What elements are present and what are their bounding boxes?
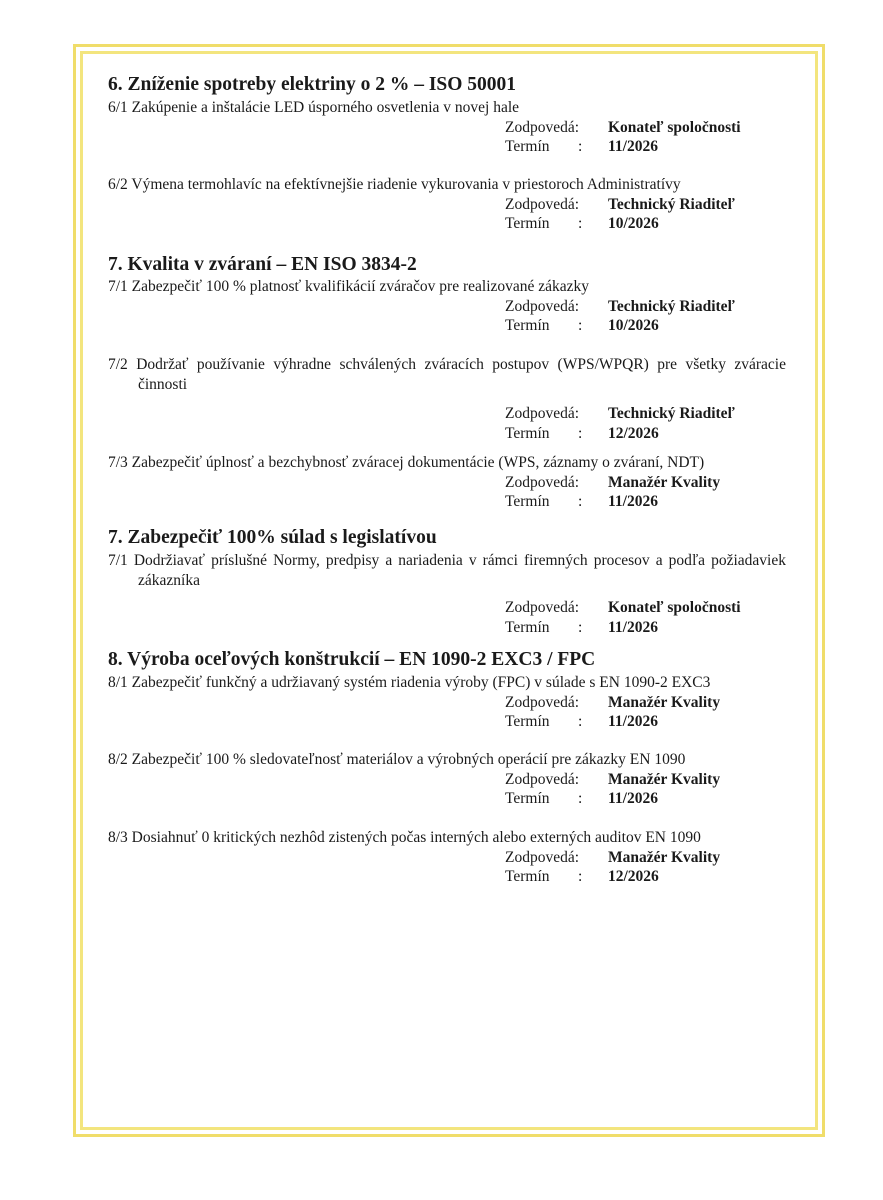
responsible-label: Zodpovedá: bbox=[505, 473, 580, 491]
term-value: 11/2026 bbox=[608, 790, 658, 807]
section-7-legislation bbox=[108, 526, 786, 636]
list-item bbox=[108, 175, 786, 234]
list-item bbox=[108, 277, 786, 336]
term-colon: : bbox=[578, 713, 583, 730]
term-value: 11/2026 bbox=[608, 618, 658, 636]
term-row bbox=[108, 214, 786, 234]
term-label: Termín bbox=[505, 713, 550, 730]
responsible-value: Technický Riaditeľ bbox=[608, 405, 735, 422]
responsible-label: Zodpovedá: bbox=[505, 848, 580, 866]
term-value: 11/2026 bbox=[608, 493, 658, 510]
term-value: 10/2026 bbox=[608, 317, 659, 334]
term-value: 12/2026 bbox=[608, 424, 659, 442]
term-label: Termín bbox=[505, 215, 550, 232]
term-colon: : bbox=[578, 317, 583, 334]
term-colon: : bbox=[578, 138, 583, 155]
responsible-value: Manažér Kvality bbox=[608, 473, 721, 491]
item-text: 8/2 Zabezpečiť 100 % sledovateľnosť materiálov a výrobných operácií pre zákazky EN 1090 bbox=[108, 751, 686, 768]
responsible-row bbox=[108, 297, 786, 317]
responsible-value: Manažér Kvality bbox=[608, 848, 721, 866]
term-colon: : bbox=[578, 215, 583, 232]
responsible-row bbox=[108, 195, 786, 215]
responsible-row bbox=[108, 473, 786, 493]
item-text: 6/1 Zakúpenie a inštalácie LED úsporného osvetlenia v novej hale bbox=[108, 99, 520, 116]
item-text: 7/1 Dodržiavať príslušné Normy, predpisy a nariadenia v rámci firemných procesov a podľa požiadaviek zákazníka bbox=[108, 552, 786, 589]
responsible-label: Zodpovedá: bbox=[505, 693, 580, 711]
list-item bbox=[108, 98, 786, 157]
responsible-row bbox=[108, 598, 786, 618]
term-label: Termín bbox=[505, 790, 550, 807]
term-row bbox=[108, 618, 786, 638]
responsible-value: Konateľ spoločnosti bbox=[608, 599, 741, 616]
section-title: 6. Zníženie spotreby elektriny o 2 % – ISO 50001 bbox=[108, 74, 517, 95]
responsible-value: Manažér Kvality bbox=[608, 693, 721, 711]
term-label: Termín bbox=[505, 424, 550, 442]
term-value: 10/2026 bbox=[608, 215, 659, 232]
responsible-label: Zodpovedá: bbox=[505, 195, 580, 213]
responsible-value: Technický Riaditeľ bbox=[608, 297, 735, 315]
section-title: 8. Výroba oceľových konštrukcií – EN 1090-2 EXC3 / FPC bbox=[108, 649, 596, 670]
responsible-value: Konateľ spoločnosti bbox=[608, 118, 741, 136]
section-title: 7. Zabezpečiť 100% súlad s legislatívou bbox=[108, 527, 437, 548]
responsible-label: Zodpovedá: bbox=[505, 297, 580, 315]
responsible-label: Zodpovedá: bbox=[505, 405, 580, 422]
item-text: 6/2 Výmena termohlavíc na efektívnejšie riadenie vykurovania v priestoroch Administratívy bbox=[108, 176, 681, 193]
list-item bbox=[108, 453, 786, 512]
term-label: Termín bbox=[505, 317, 550, 334]
list-item bbox=[108, 750, 786, 809]
responsible-value: Manažér Kvality bbox=[608, 770, 721, 788]
list-item bbox=[108, 673, 786, 732]
term-label: Termín bbox=[505, 138, 550, 155]
item-text: 7/3 Zabezpečiť úplnosť a bezchybnosť zváracej dokumentácie (WPS, záznamy o zváraní, NDT) bbox=[108, 454, 705, 471]
item-text: 8/3 Dosiahnuť 0 kritických nezhôd zistených počas interných alebo externých auditov EN 1090 bbox=[108, 829, 701, 846]
responsible-row bbox=[108, 848, 786, 868]
list-item bbox=[108, 355, 786, 443]
item-text: 7/1 Zabezpečiť 100 % platnosť kvalifikácií zváračov pre realizované zákazky bbox=[108, 278, 590, 295]
responsible-row bbox=[108, 404, 786, 424]
responsible-label: Zodpovedá: bbox=[505, 599, 580, 616]
term-colon: : bbox=[578, 868, 583, 885]
term-row bbox=[108, 492, 786, 512]
responsible-row bbox=[108, 693, 786, 713]
responsible-value: Technický Riaditeľ bbox=[608, 195, 735, 213]
item-text: 8/1 Zabezpečiť funkčný a udržiavaný systém riadenia výroby (FPC) v súlade s EN 1090-2 EXC3 bbox=[108, 674, 711, 691]
term-colon: : bbox=[578, 618, 583, 636]
term-row bbox=[108, 316, 786, 336]
term-row bbox=[108, 424, 786, 444]
term-row bbox=[108, 712, 786, 732]
section-title: 7. Kvalita v zváraní – EN ISO 3834-2 bbox=[108, 254, 417, 275]
term-value: 11/2026 bbox=[608, 713, 658, 730]
term-colon: : bbox=[578, 424, 583, 442]
term-row bbox=[108, 789, 786, 809]
section-6 bbox=[108, 73, 786, 232]
responsible-label: Zodpovedá: bbox=[505, 770, 580, 788]
list-item bbox=[108, 551, 786, 637]
item-text: 7/2 Dodržať používanie výhradne schválených zváracích postupov (WPS/WPQR) pre všetky zváracie činnosti bbox=[108, 356, 786, 393]
section-8 bbox=[108, 648, 786, 885]
list-item bbox=[108, 828, 786, 887]
term-row bbox=[108, 137, 786, 157]
term-row bbox=[108, 867, 786, 887]
term-colon: : bbox=[578, 493, 583, 510]
term-label: Termín bbox=[505, 868, 550, 885]
responsible-label: Zodpovedá: bbox=[505, 118, 580, 136]
term-value: 11/2026 bbox=[608, 138, 658, 155]
responsible-row bbox=[108, 770, 786, 790]
responsible-row bbox=[108, 118, 786, 138]
term-label: Termín bbox=[505, 493, 550, 510]
term-colon: : bbox=[578, 790, 583, 807]
section-7 bbox=[108, 253, 786, 510]
term-label: Termín bbox=[505, 618, 550, 636]
term-value: 12/2026 bbox=[608, 868, 659, 885]
